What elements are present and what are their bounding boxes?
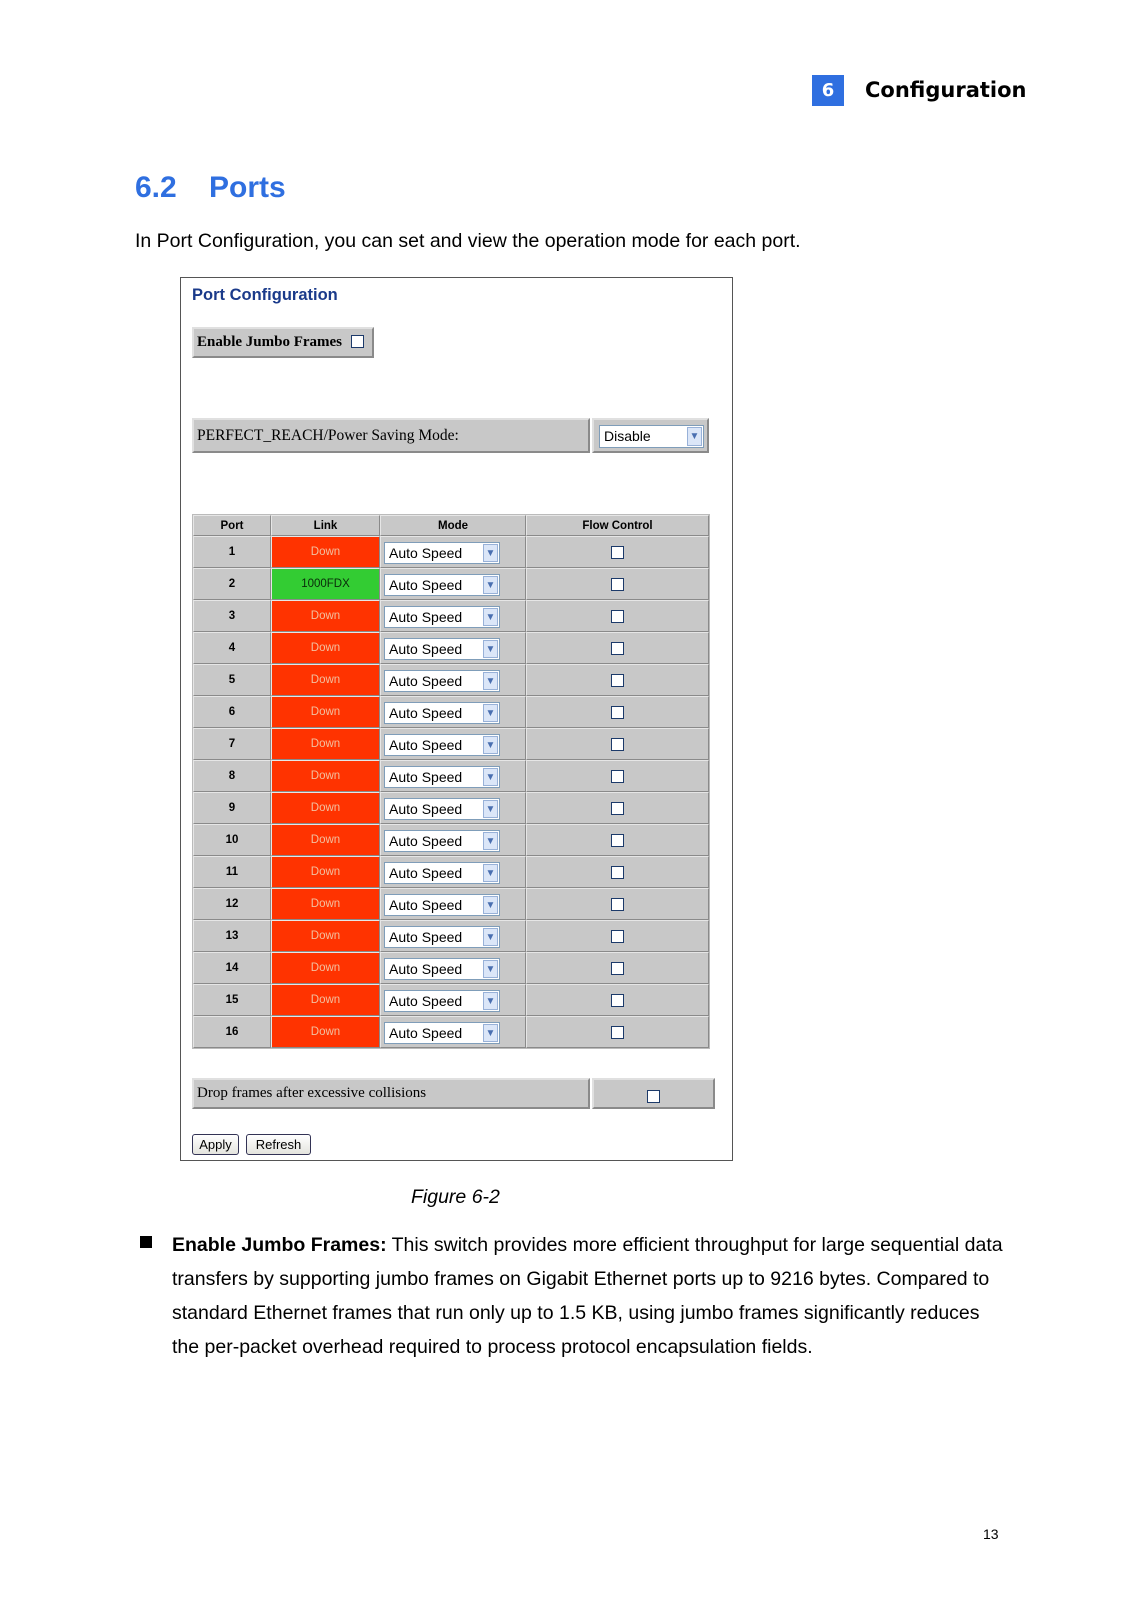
table-row xyxy=(193,952,709,984)
page-number: 13 xyxy=(983,1526,999,1542)
jumbo-frames-row xyxy=(192,327,374,358)
mode-cell xyxy=(380,632,526,664)
mode-value: Auto Speed xyxy=(389,961,463,977)
link-status: Down xyxy=(271,536,380,568)
port-number: 8 xyxy=(193,760,271,792)
link-status: 1000FDX xyxy=(271,568,380,600)
table-row xyxy=(193,888,709,920)
power-saving-value: Disable xyxy=(604,428,651,444)
flow-control-checkbox[interactable] xyxy=(611,738,624,751)
flow-control-cell xyxy=(526,568,709,600)
table-row xyxy=(193,1016,709,1048)
table-row xyxy=(193,792,709,824)
flow-control-checkbox[interactable] xyxy=(611,546,624,559)
drop-frames-cell xyxy=(592,1078,715,1109)
mode-cell xyxy=(380,856,526,888)
chevron-down-icon: ▼ xyxy=(483,992,498,1010)
mode-select[interactable] xyxy=(384,574,500,596)
mode-select[interactable] xyxy=(384,958,500,980)
mode-select[interactable] xyxy=(384,990,500,1012)
mode-select[interactable] xyxy=(384,638,500,660)
mode-select[interactable] xyxy=(384,766,500,788)
mode-cell xyxy=(380,664,526,696)
port-number: 5 xyxy=(193,664,271,696)
link-status: Down xyxy=(271,760,380,792)
apply-button[interactable]: Apply xyxy=(192,1134,239,1155)
port-number: 16 xyxy=(193,1016,271,1048)
mode-value: Auto Speed xyxy=(389,705,463,721)
flow-control-cell xyxy=(526,1016,709,1048)
port-number: 12 xyxy=(193,888,271,920)
flow-control-checkbox[interactable] xyxy=(611,770,624,783)
section-intro: In Port Configuration, you can set and view the operation mode for each port. xyxy=(135,230,801,252)
link-status: Down xyxy=(271,728,380,760)
mode-value: Auto Speed xyxy=(389,897,463,913)
section-title xyxy=(135,170,286,206)
flow-control-checkbox[interactable] xyxy=(611,994,624,1007)
drop-frames-checkbox[interactable] xyxy=(647,1090,660,1103)
chevron-down-icon: ▼ xyxy=(483,576,498,594)
flow-control-cell xyxy=(526,664,709,696)
power-saving-cell xyxy=(592,418,709,453)
chapter-number-badge: 6 xyxy=(812,75,844,106)
chevron-down-icon: ▼ xyxy=(483,928,498,946)
link-status: Down xyxy=(271,664,380,696)
port-number: 14 xyxy=(193,952,271,984)
mode-select[interactable] xyxy=(384,702,500,724)
chevron-down-icon: ▼ xyxy=(483,896,498,914)
mode-value: Auto Speed xyxy=(389,801,463,817)
flow-control-cell xyxy=(526,952,709,984)
port-number: 13 xyxy=(193,920,271,952)
drop-frames-label: Drop frames after excessive collisions xyxy=(192,1078,590,1109)
power-saving-select[interactable] xyxy=(599,425,704,448)
link-status: Down xyxy=(271,696,380,728)
mode-value: Auto Speed xyxy=(389,865,463,881)
mode-select[interactable] xyxy=(384,926,500,948)
table-row xyxy=(193,728,709,760)
flow-control-cell xyxy=(526,920,709,952)
mode-value: Auto Speed xyxy=(389,609,463,625)
mode-cell xyxy=(380,824,526,856)
port-number: 10 xyxy=(193,824,271,856)
link-status: Down xyxy=(271,984,380,1016)
table-row xyxy=(193,664,709,696)
flow-control-checkbox[interactable] xyxy=(611,930,624,943)
flow-control-checkbox[interactable] xyxy=(611,706,624,719)
bullet-paragraph xyxy=(172,1228,1012,1364)
flow-control-cell xyxy=(526,632,709,664)
section-number: 6.2 xyxy=(135,171,177,204)
port-number: 4 xyxy=(193,632,271,664)
section-name: Ports xyxy=(209,171,286,204)
flow-control-cell xyxy=(526,760,709,792)
port-number: 7 xyxy=(193,728,271,760)
mode-cell xyxy=(380,568,526,600)
mode-value: Auto Speed xyxy=(389,769,463,785)
mode-value: Auto Speed xyxy=(389,545,463,561)
port-number: 3 xyxy=(193,600,271,632)
mode-cell xyxy=(380,728,526,760)
table-row xyxy=(193,824,709,856)
port-number: 1 xyxy=(193,536,271,568)
mode-cell xyxy=(380,792,526,824)
flow-control-cell xyxy=(526,856,709,888)
mode-value: Auto Speed xyxy=(389,1025,463,1041)
flow-control-cell xyxy=(526,536,709,568)
jumbo-frames-checkbox[interactable] xyxy=(351,335,364,348)
port-header: Port xyxy=(193,515,271,536)
mode-value: Auto Speed xyxy=(389,673,463,689)
mode-select[interactable] xyxy=(384,798,500,820)
flow-control-cell xyxy=(526,696,709,728)
bullet-text: This switch provides more efficient throughput for large sequential data transfers by supporting jumbo frames on Gigabit Ethernet ports up to 9216 bytes. Compared to standard Ethernet frames that run only up to 1.5 KB, using jumbo frames significantly reduces the per-packet overhead required to process protocol encapsulation fields. xyxy=(172,1234,1003,1358)
flow-control-cell xyxy=(526,792,709,824)
table-row xyxy=(193,856,709,888)
mode-cell xyxy=(380,536,526,568)
panel-title: Port Configuration xyxy=(192,286,338,304)
mode-cell xyxy=(380,1016,526,1048)
chevron-down-icon: ▼ xyxy=(483,800,498,818)
mode-cell xyxy=(380,696,526,728)
power-saving-label: PERFECT_REACH/Power Saving Mode: xyxy=(192,418,590,453)
link-status: Down xyxy=(271,824,380,856)
port-table xyxy=(192,514,710,1049)
table-row xyxy=(193,568,709,600)
chevron-down-icon: ▼ xyxy=(483,544,498,562)
link-status: Down xyxy=(271,952,380,984)
mode-value: Auto Speed xyxy=(389,929,463,945)
flow-control-checkbox[interactable] xyxy=(611,674,624,687)
flow-control-cell xyxy=(526,824,709,856)
link-status: Down xyxy=(271,1016,380,1048)
flow-control-cell xyxy=(526,984,709,1016)
port-number: 15 xyxy=(193,984,271,1016)
flow-control-checkbox[interactable] xyxy=(611,1026,624,1039)
flow-control-header: Flow Control xyxy=(526,515,709,536)
mode-value: Auto Speed xyxy=(389,993,463,1009)
chevron-down-icon: ▼ xyxy=(483,768,498,786)
flow-control-checkbox[interactable] xyxy=(611,610,624,623)
mode-select[interactable] xyxy=(384,894,500,916)
flow-control-checkbox[interactable] xyxy=(611,578,624,591)
flow-control-checkbox[interactable] xyxy=(611,866,624,879)
flow-control-checkbox[interactable] xyxy=(611,802,624,815)
flow-control-checkbox[interactable] xyxy=(611,642,624,655)
bullet-square-icon xyxy=(140,1236,152,1248)
chevron-down-icon: ▼ xyxy=(687,427,702,446)
table-row xyxy=(193,760,709,792)
port-number: 6 xyxy=(193,696,271,728)
table-row xyxy=(193,696,709,728)
link-header: Link xyxy=(271,515,380,536)
mode-value: Auto Speed xyxy=(389,737,463,753)
table-row xyxy=(193,984,709,1016)
flow-control-cell xyxy=(526,728,709,760)
port-number: 11 xyxy=(193,856,271,888)
mode-value: Auto Speed xyxy=(389,833,463,849)
mode-select[interactable] xyxy=(384,542,500,564)
mode-cell xyxy=(380,952,526,984)
table-row xyxy=(193,600,709,632)
flow-control-checkbox[interactable] xyxy=(611,898,624,911)
mode-value: Auto Speed xyxy=(389,577,463,593)
port-number: 2 xyxy=(193,568,271,600)
figure-caption: Figure 6-2 xyxy=(411,1186,500,1208)
mode-select[interactable] xyxy=(384,670,500,692)
jumbo-frames-label: Enable Jumbo Frames xyxy=(197,334,343,350)
mode-select[interactable] xyxy=(384,1022,500,1044)
link-status: Down xyxy=(271,600,380,632)
flow-control-checkbox[interactable] xyxy=(611,834,624,847)
chevron-down-icon: ▼ xyxy=(483,672,498,690)
link-status: Down xyxy=(271,888,380,920)
refresh-button[interactable]: Refresh xyxy=(246,1134,311,1155)
mode-select[interactable] xyxy=(384,830,500,852)
table-row xyxy=(193,920,709,952)
chevron-down-icon: ▼ xyxy=(483,1024,498,1042)
mode-cell xyxy=(380,760,526,792)
port-configuration-panel xyxy=(180,277,733,1161)
mode-select[interactable] xyxy=(384,734,500,756)
table-row xyxy=(193,536,709,568)
mode-cell xyxy=(380,600,526,632)
chevron-down-icon: ▼ xyxy=(483,736,498,754)
mode-cell xyxy=(380,888,526,920)
flow-control-checkbox[interactable] xyxy=(611,962,624,975)
mode-cell xyxy=(380,984,526,1016)
port-table-body xyxy=(193,536,709,1048)
mode-header: Mode xyxy=(380,515,526,536)
bullet-term: Enable Jumbo Frames: xyxy=(172,1234,387,1256)
chevron-down-icon: ▼ xyxy=(483,704,498,722)
chevron-down-icon: ▼ xyxy=(483,608,498,626)
chevron-down-icon: ▼ xyxy=(483,960,498,978)
chapter-title: Configuration xyxy=(865,78,1027,102)
mode-cell xyxy=(380,920,526,952)
flow-control-cell xyxy=(526,888,709,920)
mode-value: Auto Speed xyxy=(389,641,463,657)
link-status: Down xyxy=(271,920,380,952)
chevron-down-icon: ▼ xyxy=(483,832,498,850)
flow-control-cell xyxy=(526,600,709,632)
table-row xyxy=(193,632,709,664)
mode-select[interactable] xyxy=(384,606,500,628)
port-number: 9 xyxy=(193,792,271,824)
chevron-down-icon: ▼ xyxy=(483,864,498,882)
link-status: Down xyxy=(271,792,380,824)
chevron-down-icon: ▼ xyxy=(483,640,498,658)
mode-select[interactable] xyxy=(384,862,500,884)
link-status: Down xyxy=(271,856,380,888)
link-status: Down xyxy=(271,632,380,664)
